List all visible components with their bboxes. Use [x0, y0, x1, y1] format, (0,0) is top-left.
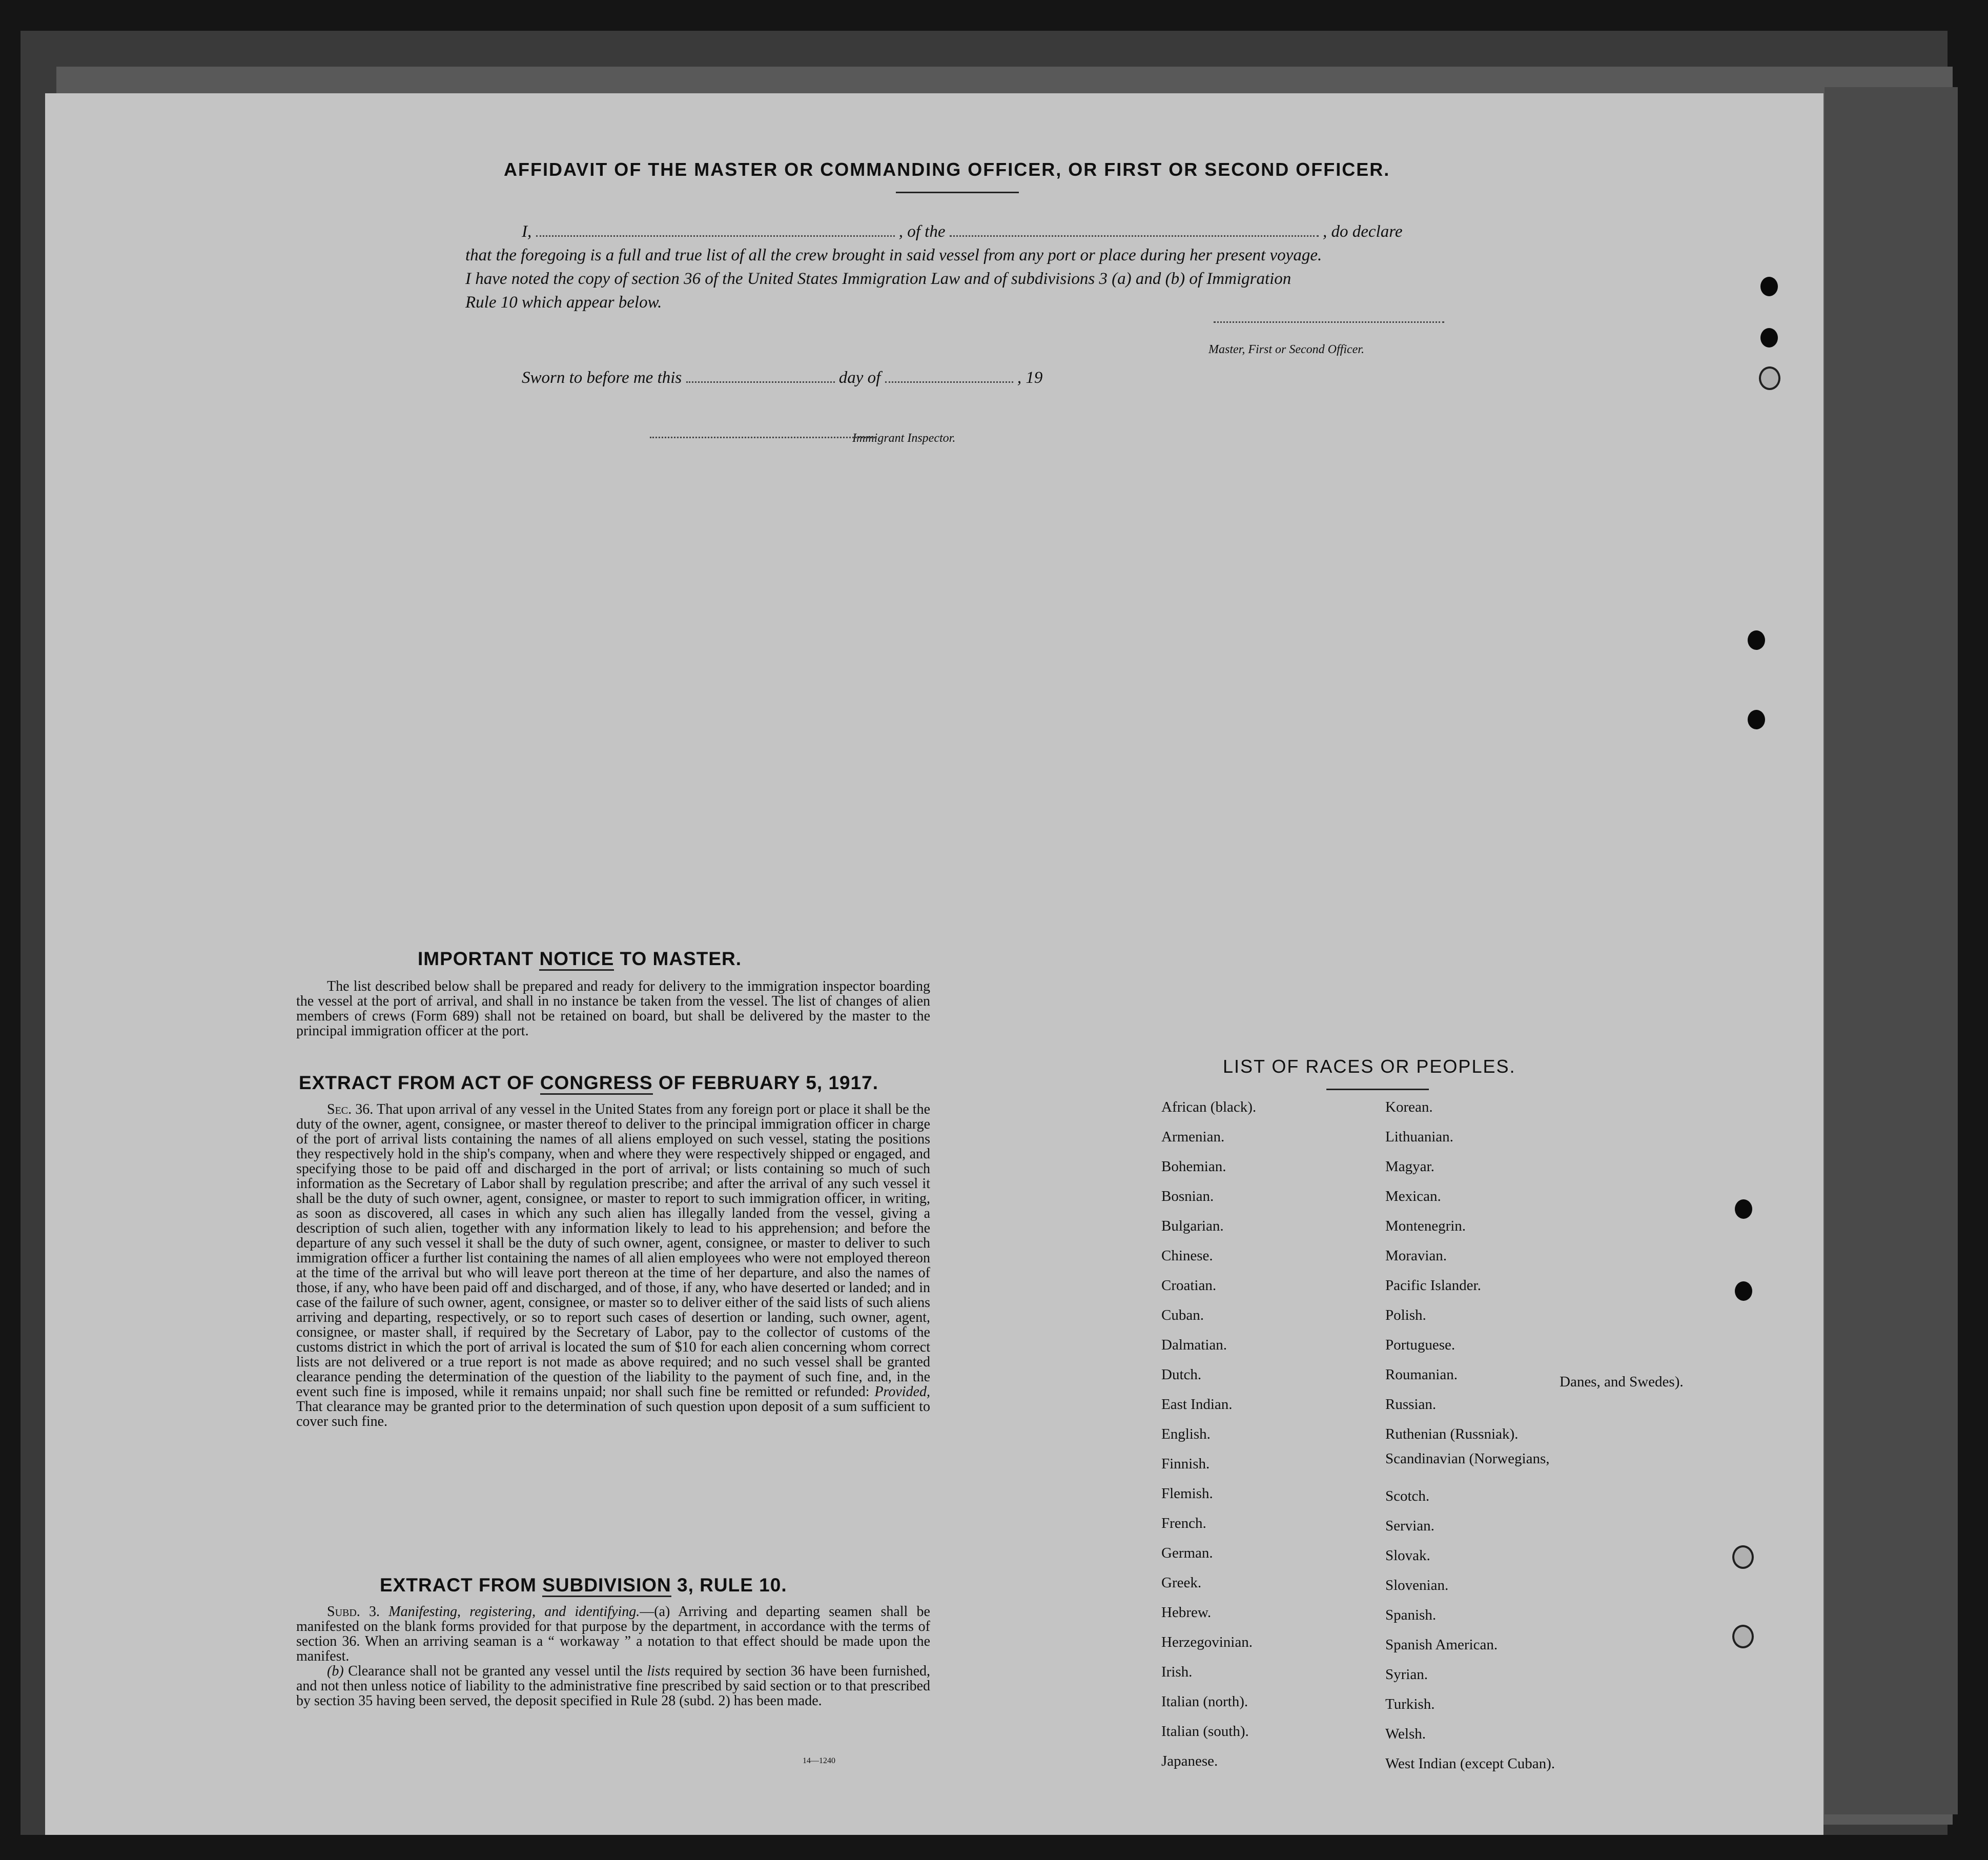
binder-hole: [1732, 1545, 1754, 1569]
notice-text-block: [296, 979, 930, 1038]
vessel-name-field[interactable]: [950, 223, 1319, 237]
sec-36-label: Sec. 36.: [327, 1101, 374, 1117]
race-item: East Indian.: [1161, 1396, 1233, 1413]
race-item: Dutch.: [1161, 1366, 1202, 1383]
race-item: Finnish.: [1161, 1456, 1210, 1472]
declaration-line-1: [522, 221, 1402, 242]
day-of-text: day of: [838, 369, 881, 387]
race-item: Armenian.: [1161, 1129, 1225, 1145]
subd-a-text: Arriving and departing seamen shall be manifested on the blank forms provided for that purpose by the department, in accordance with the terms of section 36. When an arriving seaman is a “ workaway ” a notation to that effect should be made upon the manifest.: [296, 1604, 930, 1664]
notice-heading: [418, 948, 742, 970]
race-item: Spanish.: [1385, 1607, 1437, 1623]
race-item: Italian (north).: [1161, 1693, 1248, 1710]
race-item: Roumanian.: [1385, 1366, 1458, 1383]
adjacent-page-edge: [1825, 87, 1958, 1814]
declarant-prefix: I,: [522, 222, 532, 241]
sec-36-paragraph: [296, 1102, 930, 1429]
race-item: Pacific Islander.: [1385, 1277, 1481, 1294]
race-item: Welsh.: [1385, 1726, 1426, 1742]
binder-hole: [1732, 1625, 1754, 1648]
race-item: Slovenian.: [1385, 1577, 1449, 1593]
race-item: Mexican.: [1385, 1188, 1441, 1204]
races-rule: [1326, 1089, 1429, 1090]
race-item: German.: [1161, 1545, 1213, 1561]
race-item: Portuguese.: [1385, 1337, 1456, 1353]
race-item: Moravian.: [1385, 1248, 1447, 1264]
binder-hole: [1748, 630, 1765, 650]
race-item: Dalmatian.: [1161, 1337, 1227, 1353]
subd-label: Subd. 3.: [327, 1604, 380, 1620]
declarant-name-field[interactable]: [536, 223, 895, 237]
sworn-day-field[interactable]: [686, 369, 835, 383]
declaration-line-2: that the foregoing is a full and true list of all the crew brought in said vessel from any port or place during her present voyage.: [465, 246, 1322, 264]
notice-text: The list described below shall be prepared and ready for delivery to the immigration inspector boarding the vessel at the port of arrival, and shall in no instance be taken from the vessel. The list of changes of alien members of crews (Form 689) shall not be retained on board, but shall be delivered by the master to the principal immigration officer at the port.: [296, 978, 930, 1039]
race-item: Ruthenian (Russniak).: [1385, 1426, 1519, 1442]
race-item: Spanish American.: [1385, 1637, 1498, 1653]
race-item: Hebrew.: [1161, 1604, 1212, 1621]
declaration-line-4: Rule 10 which appear below.: [465, 293, 662, 312]
notice-heading-pre: IMPORTANT: [418, 948, 540, 969]
sworn-line: [522, 367, 1042, 389]
race-item: Lithuanian.: [1385, 1129, 1453, 1145]
subd-b-pre: Clearance shall not be granted any vessel until the: [348, 1663, 643, 1679]
act-extract-heading: [299, 1072, 878, 1094]
provided-text: Provided,: [874, 1384, 930, 1400]
master-signature-line[interactable]: [1214, 321, 1444, 323]
race-item: Turkish.: [1385, 1696, 1435, 1712]
race-item: Herzegovinian.: [1161, 1634, 1253, 1650]
race-item: Flemish.: [1161, 1485, 1213, 1502]
affidavit-title: AFFIDAVIT OF THE MASTER OR COMMANDING OFFICER, OR FIRST OR SECOND OFFICER.: [504, 159, 1390, 180]
race-item: Cuban.: [1161, 1307, 1204, 1323]
race-item: Scandinavian (Norwegians,: [1385, 1450, 1550, 1467]
binder-hole: [1735, 1281, 1752, 1301]
form-number: 14—1240: [803, 1756, 835, 1765]
master-caption: Master, First or Second Officer.: [1208, 343, 1364, 356]
inspector-caption: Immigrant Inspector.: [852, 432, 956, 445]
race-item: Servian.: [1385, 1518, 1434, 1534]
race-item: Russian.: [1385, 1396, 1437, 1413]
subd-b-lists: lists: [647, 1663, 670, 1679]
race-item: Greek.: [1161, 1575, 1202, 1591]
race-item: Chinese.: [1161, 1248, 1213, 1264]
race-item: Japanese.: [1161, 1753, 1218, 1769]
act-heading-pre: EXTRACT FROM ACT OF: [299, 1072, 540, 1093]
subd-b-label: (b): [327, 1663, 344, 1679]
binder-hole: [1748, 710, 1765, 729]
sec-36-text-end: That clearance may be granted prior to the determination of such question upon deposit of a sum sufficient to cover such fine.: [296, 1399, 930, 1429]
binder-hole: [1760, 328, 1778, 348]
race-item: Bulgarian.: [1161, 1218, 1224, 1234]
race-item: Scotch.: [1385, 1488, 1430, 1504]
subd-b-paragraph: [296, 1664, 930, 1708]
race-item: Polish.: [1385, 1307, 1426, 1323]
document-page: [45, 93, 1823, 1835]
race-item: English.: [1161, 1426, 1211, 1442]
race-item: Montenegrin.: [1385, 1218, 1466, 1234]
race-item: Syrian.: [1385, 1666, 1428, 1683]
race-item: Korean.: [1385, 1099, 1433, 1115]
rule-extract-heading: [380, 1575, 787, 1596]
race-item: Bohemian.: [1161, 1158, 1226, 1175]
subd-a-paragraph: [296, 1604, 930, 1664]
sworn-month-field[interactable]: [885, 369, 1013, 383]
act-heading-underlined: CONGRESS: [540, 1072, 653, 1095]
subd-title: Manifesting, registering, and identifying.: [388, 1604, 640, 1620]
race-scandinavian-continuation: Danes, and Swedes).: [1560, 1374, 1684, 1390]
do-declare-text: , do declare: [1322, 222, 1403, 241]
declaration-line-3: I have noted the copy of section 36 of the United States Immigration Law and of subdivisions 3 (a) and (b) of Immigration: [465, 270, 1292, 288]
of-the-text: , of the: [898, 222, 946, 241]
rule-heading-pre: EXTRACT FROM: [380, 1575, 543, 1596]
act-heading-post: OF FEBRUARY 5, 1917.: [652, 1072, 879, 1093]
title-rule: [896, 192, 1019, 193]
act-extract-text-block: [296, 1102, 930, 1429]
sec-36-text: That upon arrival of any vessel in the United States from any foreign port or place it shall be the duty of the owner, agent, consignee, or master thereof to deliver to the principal immigration officer in charge of the port of arrival lists containing the names of all aliens employed on such vessel, stating the positions they respectively hold in the ship's company, when and where they were respectively shipped or engaged, and specifying those to be paid off and discharged in the port of arrival; or lists containing so much of such information as the Secretary of Labor shall by regulation prescribe; and after the arrival of any such vessel it shall be the duty of such owner, agent, consignee, or master to report to such immigration officer, in writing, as soon as discovered, all cases in which any such alien has illegally landed from the vessel, giving a description of such alien, together with any information likely to lead to his apprehension; and before the departure of any such vessel it shall be the duty of such owner, agent, consignee, or master to deliver to such immigration officer a further list containing the names of all alien employees who were not employed thereon at the time of the arrival but who will leave port thereon at the time of her departure, and also the names of those, if any, who have been paid off and discharged, and of those, if any, who have deserted or landed; and in case of the failure of such owner, agent, consignee, or master so to deliver either of the said lists of such aliens arriving and departing, respectively, or so to report such cases of desertion or landing, such owner, agent, consignee, or master shall, if required by the Secretary of Labor, pay to the collector of customs of the customs district in which the port of arrival is located the sum of $10 for each alien concerning whom correct lists are not delivered or a true report is not made as above required; and no such vessel shall be granted clearance pending the determination of the question of the liability to the payment of such fine, and, in the event such fine is imposed, while it remains unpaid; nor shall such fine be remitted or refunded:: [296, 1101, 930, 1400]
binder-hole: [1735, 1199, 1752, 1219]
races-heading: LIST OF RACES OR PEOPLES.: [1223, 1056, 1516, 1077]
inspector-signature-line[interactable]: [650, 437, 875, 438]
race-item: Slovak.: [1385, 1547, 1430, 1564]
subd-b-text: required by section 36 have been furnished, and not then unless notice of liability to the administrative fine prescribed by said section or to that prescribed by section 35 having been served, the deposit specified in Rule 28 (subd. 2) has been made.: [296, 1663, 931, 1709]
race-item: Irish.: [1161, 1664, 1193, 1680]
race-item: Bosnian.: [1161, 1188, 1214, 1204]
rule-extract-text-block: [296, 1604, 930, 1708]
rule-heading-post: 3, RULE 10.: [671, 1575, 787, 1596]
year-text: , 19: [1017, 369, 1043, 387]
race-item: French.: [1161, 1515, 1206, 1531]
subd-a-label: —(a): [640, 1604, 670, 1620]
notice-heading-underlined: NOTICE: [539, 948, 614, 971]
binder-hole: [1760, 277, 1778, 296]
rule-heading-underlined: SUBDIVISION: [542, 1575, 671, 1597]
race-item: Magyar.: [1385, 1158, 1434, 1175]
sworn-text: Sworn to before me this: [522, 369, 682, 387]
notice-heading-post: TO MASTER.: [614, 948, 742, 969]
race-item: African (black).: [1161, 1099, 1257, 1115]
binder-hole: [1759, 366, 1780, 390]
race-item: West Indian (except Cuban).: [1385, 1755, 1555, 1772]
race-item: Italian (south).: [1161, 1723, 1249, 1740]
race-item: Croatian.: [1161, 1277, 1217, 1294]
